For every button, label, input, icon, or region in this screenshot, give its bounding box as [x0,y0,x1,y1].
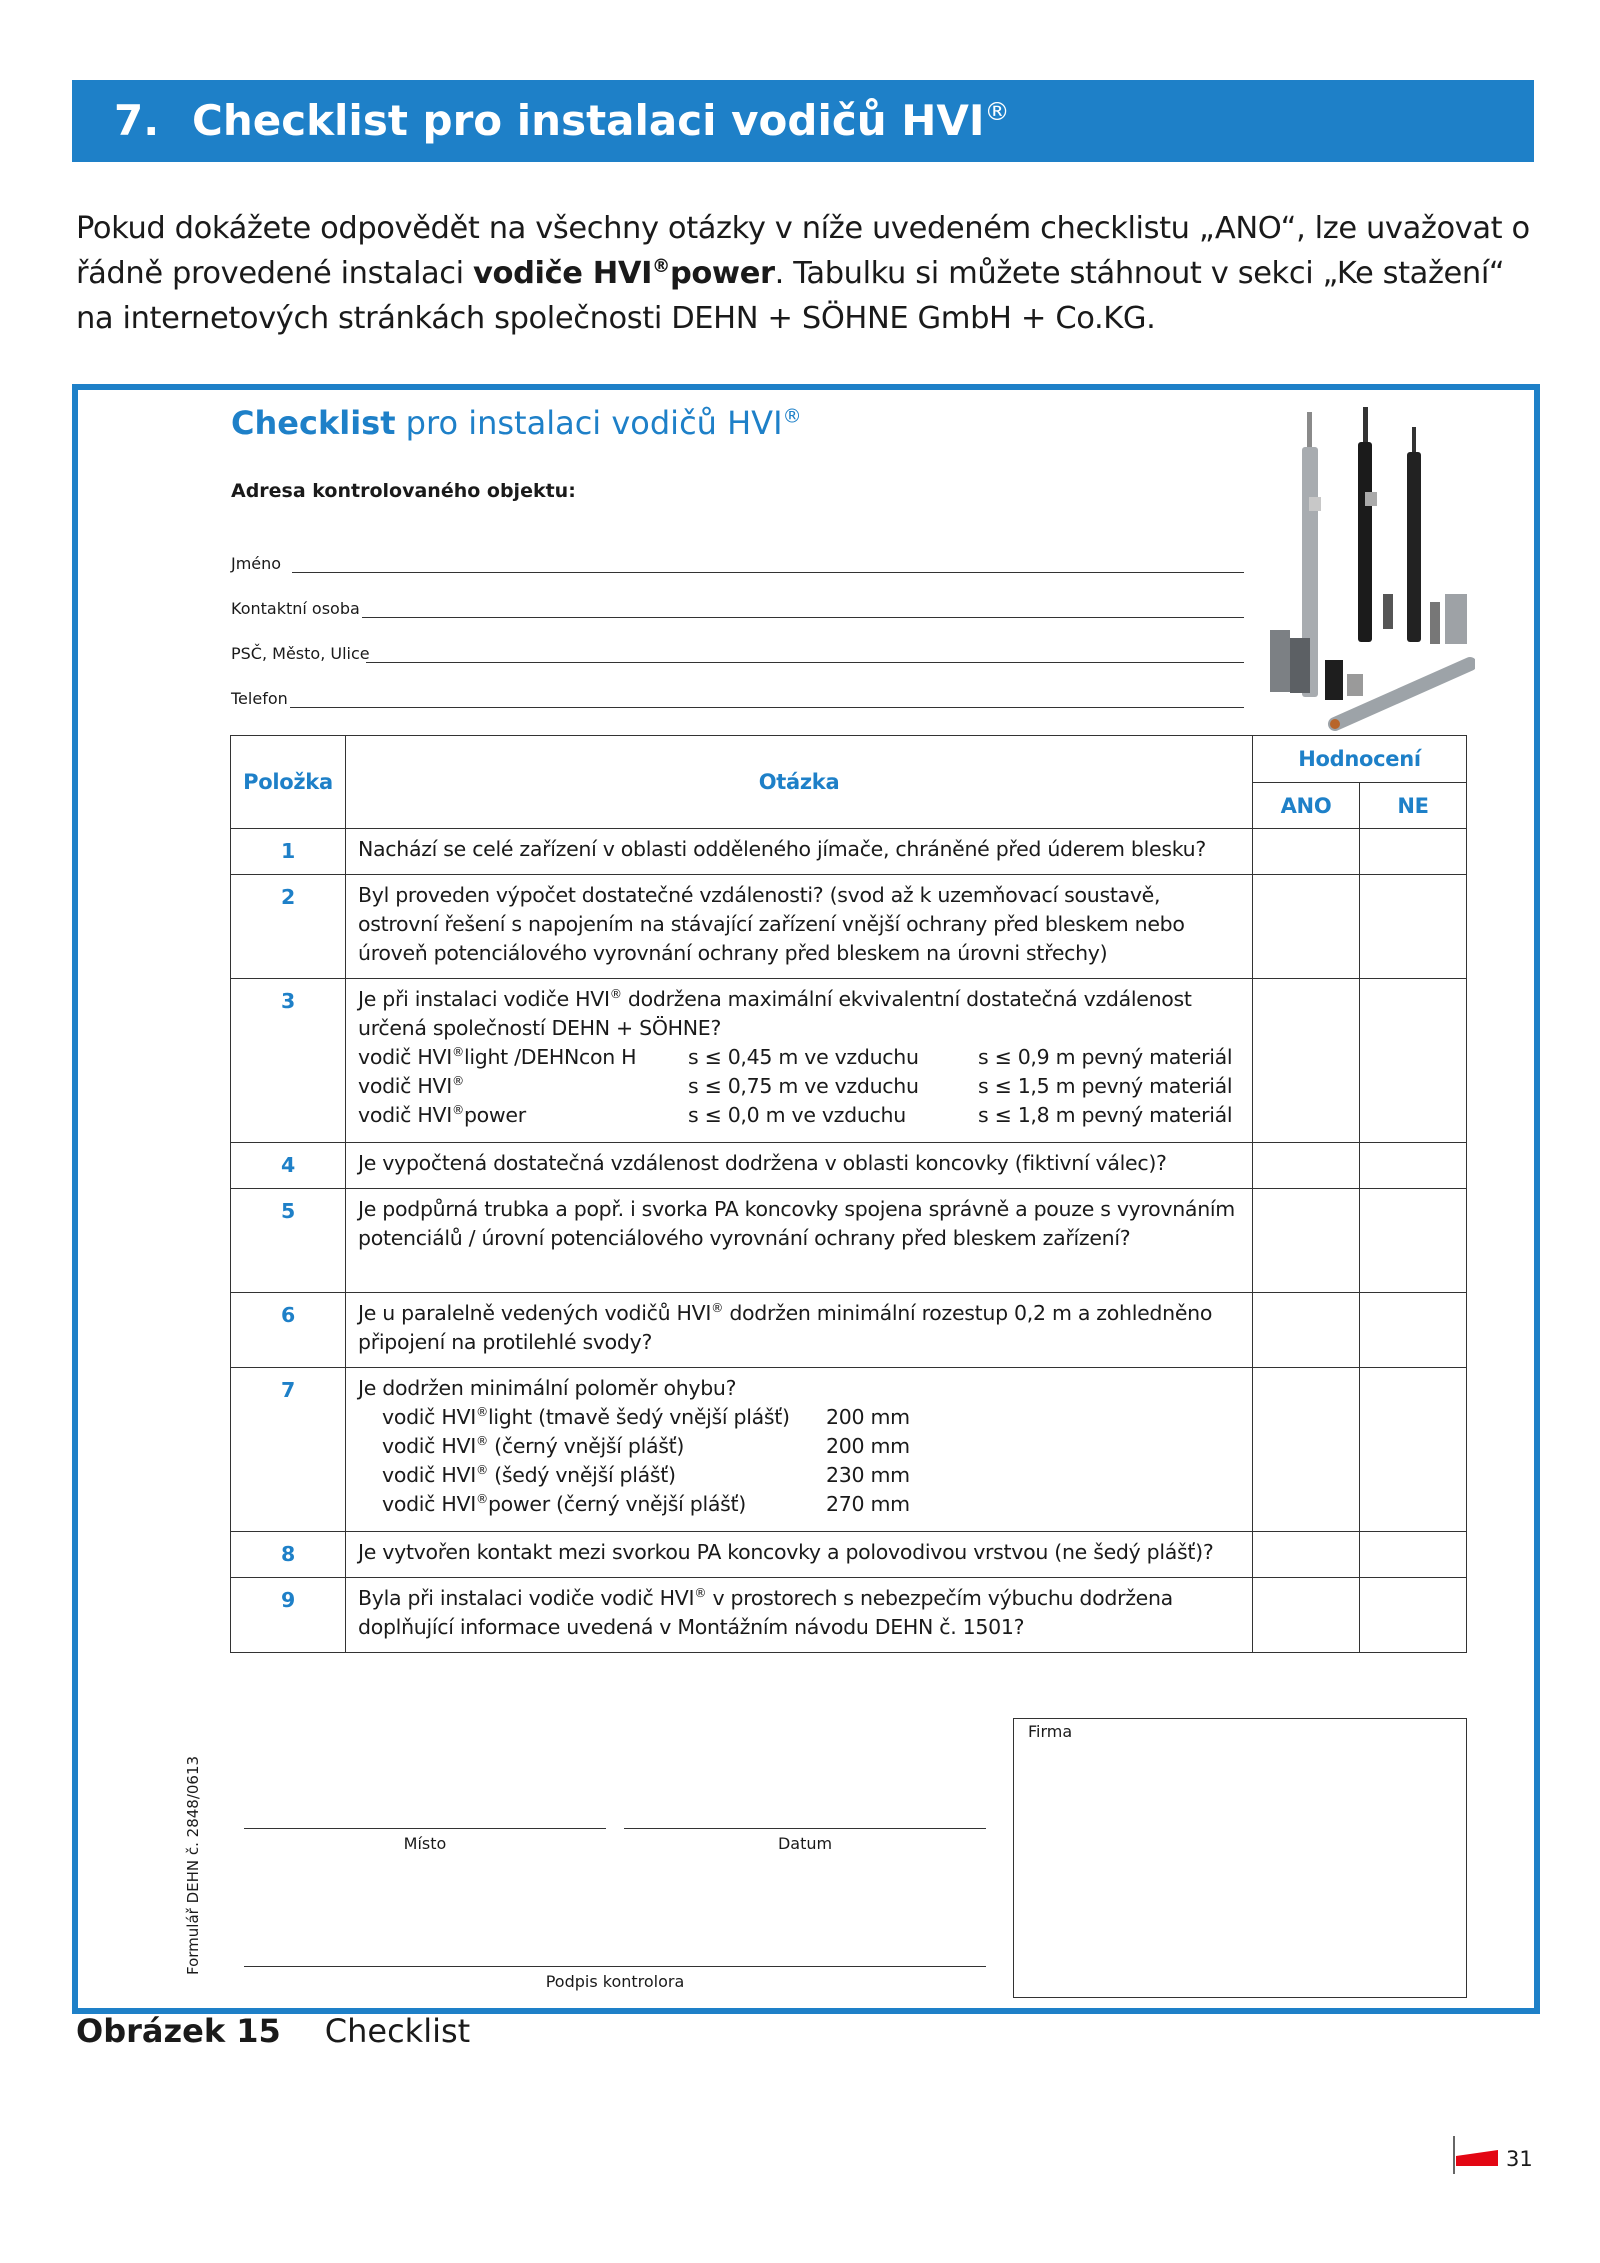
row-question: Byl proveden výpočet dostatečné vzdálenosti? (svod až k uzemňovací soustavě, ostrovní řešení s napojením na stávající zařízení vnější ochrany před bleskem nebo úroveň potenciálového vyrovnání ochrany před bleskem na úrovni střechy) [346,875,1253,979]
answer-yes-cell[interactable] [1253,875,1360,979]
answer-no-cell[interactable] [1360,1532,1467,1578]
row-number: 8 [231,1532,346,1578]
col-header-item: Položka [231,736,346,829]
answer-no-cell[interactable] [1360,1293,1467,1368]
table-row [231,1532,1467,1578]
separation-row: vodič HVI®power s ≤ 0,0 m ve vzduchu s ≤ 1,8 m pevný materiál [358,1103,1233,1127]
checklist-table [230,735,1467,1653]
answer-no-cell[interactable] [1360,979,1467,1143]
hvi-products-image [1265,402,1475,732]
row-number: 6 [231,1293,346,1368]
table-row [231,1143,1467,1189]
field-line-name[interactable] [292,572,1244,573]
form-code: Formulář DEHN č. 2848/0613 [184,1755,202,1975]
bend-radius-row: vodič HVI® (šedý vnější plášť) 230 mm [382,1463,910,1487]
dehn-logo-icon [1452,2136,1500,2174]
answer-no-cell[interactable] [1360,1189,1467,1293]
table-row [231,979,1467,1143]
place-label: Místo [403,1834,447,1853]
row-question: Je vytvořen kontakt mezi svorkou PA koncovky a polovodivou vrstvou (ne šedý plášť)? [346,1532,1253,1578]
answer-yes-cell[interactable] [1253,1143,1360,1189]
signature-label: Podpis kontrolora [545,1972,685,1991]
field-label-contact: Kontaktní osoba [231,599,360,618]
field-line-address[interactable] [366,662,1244,663]
field-line-contact[interactable] [362,617,1244,618]
bend-radius-row: vodič HVI®power (černý vnější plášť) 270 mm [382,1492,910,1516]
answer-no-cell[interactable] [1360,829,1467,875]
row-question: Je vypočtená dostatečná vzdálenost dodržena v oblasti koncovky (fiktivní válec)? [346,1143,1253,1189]
section-title: Checklist pro instalaci vodičů HVI® [192,96,1010,145]
col-header-question: Otázka [346,736,1253,829]
field-label-phone: Telefon [231,689,288,708]
row-number: 9 [231,1578,346,1653]
answer-yes-cell[interactable] [1253,1532,1360,1578]
row-question: Je u paralelně vedených vodičů HVI® dodržen minimální rozestup 0,2 m a zohledněno připojení na protilehlé svody? [346,1293,1253,1368]
answer-yes-cell[interactable] [1253,829,1360,875]
table-row [231,1293,1467,1368]
field-line-phone[interactable] [290,707,1244,708]
row-number: 5 [231,1189,346,1293]
col-header-no: NE [1360,783,1467,829]
bend-radius-row: vodič HVI® (černý vnější plášť) 200 mm [382,1434,910,1458]
table-row [231,1578,1467,1653]
field-label-address: PSČ, Město, Ulice [231,644,370,663]
table-row [231,1368,1467,1532]
place-line[interactable] [244,1828,606,1829]
signature-line[interactable] [244,1966,986,1967]
form-title: Checklist pro instalaci vodičů HVI® [231,404,802,442]
answer-yes-cell[interactable] [1253,1578,1360,1653]
row-question: Je podpůrná trubka a popř. i svorka PA koncovky spojena správně a pouze s vyrovnáním potenciálů / úrovní potenciálového vyrovnání ochrany před bleskem zařízení? [346,1189,1253,1293]
address-label: Adresa kontrolovaného objektu: [231,480,576,502]
date-line[interactable] [624,1828,986,1829]
row-number: 2 [231,875,346,979]
intro-paragraph: Pokud dokážete odpovědět na všechny otázky v níže uvedeném checklistu „ANO“, lze uvažovat o řádně provedené instalaci vodiče HVI®power. Tabulku si můžete stáhnout v sekci „Ke stažení“ na internetových stránkách společnosti DEHN + SÖHNE GmbH + Co.KG. [76,211,1530,336]
company-stamp-box[interactable] [1013,1718,1467,1998]
answer-no-cell[interactable] [1360,875,1467,979]
answer-yes-cell[interactable] [1253,979,1360,1143]
col-header-yes: ANO [1253,783,1360,829]
row-number: 7 [231,1368,346,1532]
separation-row: vodič HVI® s ≤ 0,75 m ve vzduchu s ≤ 1,5 m pevný materiál [358,1074,1233,1098]
answer-yes-cell[interactable] [1253,1189,1360,1293]
section-number: 7. [114,96,160,145]
section-header-bar [72,80,1534,162]
col-header-rating: Hodnocení [1253,736,1467,783]
row-question: Je při instalaci vodiče HVI® dodržena maximální ekvivalentní dostatečná vzdálenost určená společností DEHN + SÖHNE? vodič HVI®light /DEHNcon H s ≤ 0,45 m ve vzduchu s ≤ 0,9 m pevný materiál vodič HVI® s ≤ 0,75 m ve vzduchu s ≤ 1,5 m pevný materiál vodič HVI®power s ≤ 0,0 m ve vzduchu s ≤ 1,8 m pevný materiál [346,979,1253,1143]
table-row [231,829,1467,875]
page-number: 31 [1506,2147,1533,2171]
answer-yes-cell[interactable] [1253,1368,1360,1532]
separation-row: vodič HVI®light /DEHNcon H s ≤ 0,45 m ve vzduchu s ≤ 0,9 m pevný materiál [358,1045,1233,1069]
row-number: 3 [231,979,346,1143]
row-number: 4 [231,1143,346,1189]
answer-no-cell[interactable] [1360,1143,1467,1189]
table-row [231,875,1467,979]
row-question: Je dodržen minimální poloměr ohybu? vodič HVI®light (tmavě šedý vnější plášť) 200 mm vodič HVI® (černý vnější plášť) 200 mm vodič HVI® (šedý vnější plášť) 230 mm vodič HVI®power (černý vnější plášť) 270 mm [346,1368,1253,1532]
answer-no-cell[interactable] [1360,1578,1467,1653]
table-row [231,1189,1467,1293]
answer-yes-cell[interactable] [1253,1293,1360,1368]
date-label: Datum [777,1834,833,1853]
figure-caption: Obrázek 15 Checklist [76,2012,471,2050]
bend-radius-row: vodič HVI®light (tmavě šedý vnější plášť) 200 mm [382,1405,910,1429]
row-question: Nachází se celé zařízení v oblasti odděleného jímače, chráněné před úderem blesku? [346,829,1253,875]
field-label-name: Jméno [231,554,282,573]
row-question: Byla při instalaci vodiče vodič HVI® v prostorech s nebezpečím výbuchu dodržena doplňující informace uvedená v Montážním návodu DEHN č. 1501? [346,1578,1253,1653]
row-number: 1 [231,829,346,875]
answer-no-cell[interactable] [1360,1368,1467,1532]
company-label: Firma [1028,1722,1073,1741]
